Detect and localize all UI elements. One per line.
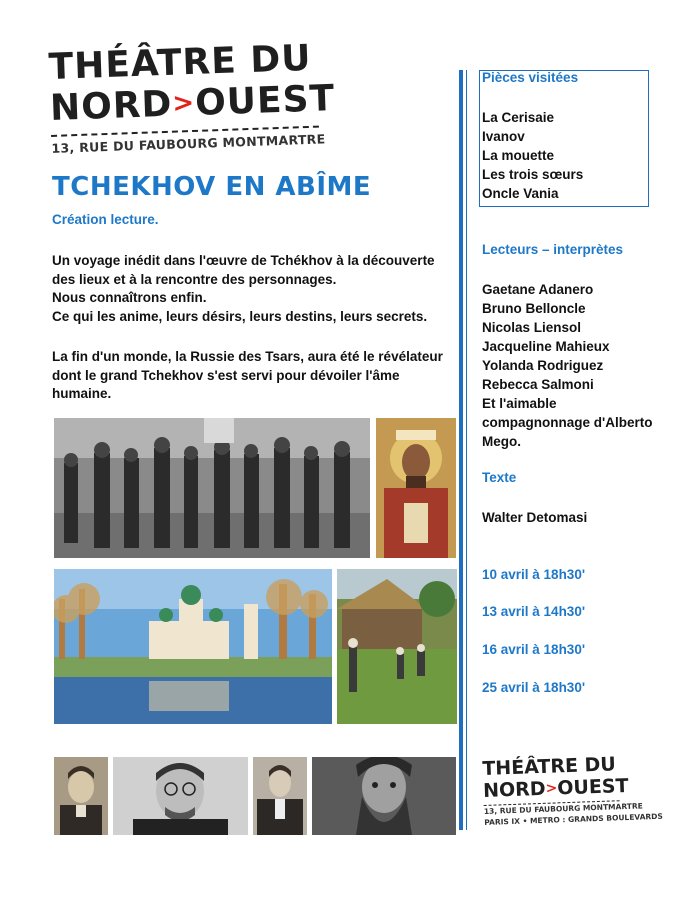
page-title: TCHEKHOV EN ABÎME	[52, 172, 372, 202]
play-item: Oncle Vania	[482, 186, 559, 201]
intro-paragraph	[52, 252, 452, 326]
subtitle: Création lecture.	[52, 212, 159, 227]
rasputin-portrait	[312, 757, 456, 835]
date-1: 10 avril à 18h30'	[482, 567, 586, 582]
chekhov-portrait-pince-nez	[113, 757, 248, 835]
date-2: 13 avril à 14h30'	[482, 604, 586, 619]
readers-list	[482, 280, 662, 451]
logo-line-2: NORD>OUEST	[49, 78, 336, 129]
reader-item: Bruno Belloncle	[482, 301, 586, 316]
logo-address: 13, RUE DU FAUBOURG MONTMARTRE	[51, 131, 326, 156]
logo-bottom-arrow-icon: >	[545, 780, 558, 797]
logo-bottom-line-1: THÉÂTRE DU	[482, 753, 617, 780]
vertical-divider-thin	[466, 70, 467, 830]
plays-heading: Pièces visitées	[482, 70, 579, 85]
logo-bottom-address: 13, RUE DU FAUBOURG MONTMARTRE	[483, 801, 643, 816]
text-heading: Texte	[482, 470, 517, 485]
reader-item: Yolanda Rodriguez	[482, 358, 604, 373]
date-4: 25 avril à 18h30'	[482, 680, 586, 695]
intro-line: Nous connaîtrons enfin.	[52, 290, 207, 305]
reader-item: Et l'aimable compagnonnage d'Alberto Mego.	[482, 396, 653, 449]
vertical-divider	[459, 70, 463, 830]
village-painting	[337, 569, 457, 724]
chekhov-portrait-suit	[253, 757, 307, 835]
russian-church-photo	[54, 569, 332, 724]
date-3: 16 avril à 18h30'	[482, 642, 586, 657]
plays-list	[482, 108, 583, 203]
theatre-logo-top	[47, 37, 336, 163]
icon-saint-painting	[376, 418, 456, 558]
play-item: Les trois sœurs	[482, 167, 584, 182]
text-author: Walter Detomasi	[482, 510, 588, 525]
reader-item: Nicolas Liensol	[482, 320, 582, 335]
play-item: Ivanov	[482, 129, 525, 144]
chekhov-portrait-young	[54, 757, 108, 835]
logo-bottom-line-2: NORD>OUEST	[482, 774, 629, 802]
logo-line-1: THÉÂTRE DU	[47, 37, 313, 88]
reader-item: Gaetane Adanero	[482, 282, 594, 297]
play-item: La mouette	[482, 148, 555, 163]
second-paragraph: La fin d'un monde, la Russie des Tsars, aura été le révélateur dont le grand Tchekhov s'est servi pour dévoiler l'âme humaine.	[52, 349, 443, 401]
intro-line: Un voyage inédit dans l'œuvre de Tchékhov à la découverte des lieux et à la rencontre des personnages.	[52, 253, 435, 287]
logo-arrow-icon: >	[171, 87, 196, 119]
readers-heading: Lecteurs – interprètes	[482, 242, 624, 257]
logo-bottom-access: PARIS IX • METRO : GRANDS BOULEVARDS	[484, 811, 664, 827]
reader-item: Rebecca Salmoni	[482, 377, 594, 392]
marching-soldiers-photo	[54, 418, 370, 558]
theatre-logo-bottom	[482, 753, 664, 838]
play-item: La Cerisaie	[482, 110, 555, 125]
intro-line: Ce qui les anime, leurs désirs, leurs destins, leurs secrets.	[52, 308, 428, 324]
reader-item: Jacqueline Mahieux	[482, 339, 610, 354]
